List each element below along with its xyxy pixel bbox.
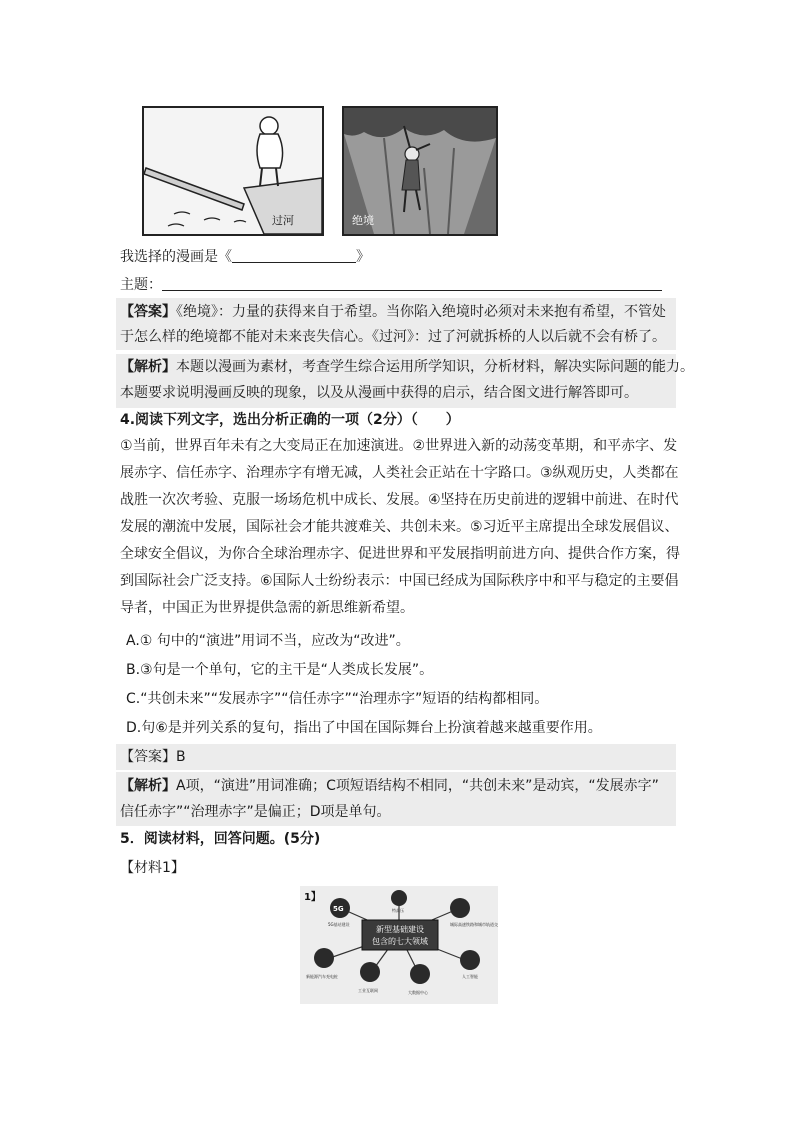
q4-analysis-line-2: 信任赤字”“治理赤字”是偏正；D项是单句。 bbox=[120, 804, 391, 820]
cartoon-right-caption: 绝境 bbox=[352, 214, 374, 227]
node-label: 新能源汽车充电桩 bbox=[306, 974, 338, 979]
q3-answer-tag: 【答案】 bbox=[120, 304, 176, 320]
q3-analysis-text-1: 本题以漫画为素材，考查学生综合运用所学知识，分析材料，解决实际问题的能力。 bbox=[176, 359, 694, 375]
node-charging-icon bbox=[314, 948, 334, 968]
q4-option-c[interactable]: C.“共创未来”“发展赤字”“信任赤字”“治理赤字”短语的结构都相同。 bbox=[126, 691, 549, 707]
q4-passage-line: 全球安全倡议，为你合全球治理赤字、促进世界和平发展指明前进方向、提供合作方案，得 bbox=[120, 546, 680, 562]
q4-option-b[interactable]: B.③句是一个单句，它的主干是“人类成长发展”。 bbox=[126, 662, 434, 678]
q5-material-label: 【材料1】 bbox=[120, 860, 185, 876]
q4-analysis-line-1 bbox=[120, 776, 659, 796]
cartoon-pair bbox=[120, 96, 530, 236]
q4-analysis-tag: 【解析】 bbox=[120, 778, 176, 794]
node-label: 人工智能 bbox=[462, 974, 478, 979]
infographic-drawing bbox=[300, 886, 498, 1004]
node-5g-badge: 5G bbox=[333, 905, 344, 913]
q4-passage-line: 战胜一次次考验、克服一场场危机中成长、发展。④坚持在历史前进的逻辑中前进、在时代 bbox=[120, 492, 679, 508]
q3-analysis-line-1 bbox=[120, 357, 694, 377]
cartoon-desperate-situation bbox=[342, 106, 498, 236]
cartoon-crossing-river-drawing bbox=[144, 108, 322, 234]
q3-answer-line-1 bbox=[120, 302, 666, 322]
q4-passage-line: ①当前，世界百年未有之大变局正在加速演进。②世界进入新的动荡变革期，和平赤字、发 bbox=[120, 438, 678, 454]
choice-prefix: 我选择的漫画是《 bbox=[120, 249, 232, 265]
infographic-corner-label: 1】 bbox=[304, 892, 321, 903]
q4-passage-line: 发展的潮流中发展，国际社会才能共渡难关、共创未来。⑤习近平主席提出全球发展倡议、 bbox=[120, 519, 679, 535]
node-label: 工业互联网 bbox=[358, 988, 378, 993]
theme-line bbox=[120, 275, 662, 295]
node-industrial-internet-icon bbox=[360, 962, 380, 982]
cartoon-crossing-river bbox=[142, 106, 324, 236]
theme-blank[interactable] bbox=[162, 276, 662, 291]
node-label: 5G基站建设 bbox=[328, 922, 350, 927]
q3-analysis-line-2: 本题要求说明漫画反映的现象，以及从漫画中获得的启示，结合图文进行解答即可。 bbox=[120, 385, 638, 401]
q3-answer-line-2: 于怎么样的绝境都不能对未来丧失信心。《过河》：过了河就拆桥的人以后就不会有桥了。 bbox=[120, 329, 666, 345]
node-ai-icon bbox=[460, 950, 480, 970]
theme-label: 主题： bbox=[120, 277, 162, 293]
new-infrastructure-infographic bbox=[300, 886, 498, 1004]
infographic-center-line-1: 新型基础建设 bbox=[376, 925, 424, 934]
choice-blank[interactable] bbox=[232, 248, 356, 263]
choice-suffix: 》 bbox=[356, 249, 370, 265]
q4-title: 4.阅读下列文字，选出分析正确的一项（2分）（ ） bbox=[120, 412, 460, 428]
q4-passage-line: 到国际社会广泛支持。⑥国际人士纷纷表示：中国已经成为国际秩序中和平与稳定的主要倡 bbox=[120, 573, 679, 589]
q4-analysis-text-1: A项，“演进”用词准确；C项短语结构不相同，“共创未来”是动宾，“发展赤字” bbox=[176, 778, 659, 794]
q4-answer-block bbox=[116, 744, 676, 770]
q4-option-a[interactable]: A.① 句中的“演进”用词不当，应改为“改进”。 bbox=[126, 633, 410, 649]
q4-passage-line: 导者，中国正为世界提供急需的新思维新希望。 bbox=[120, 600, 414, 616]
node-uhv-icon bbox=[391, 890, 407, 906]
node-label: 特高压 bbox=[392, 908, 404, 913]
q4-option-d[interactable]: D.句⑥是并列关系的复句，指出了中国在国际舞台上扮演着越来越重要作用。 bbox=[126, 720, 602, 736]
infographic-center-line-2: 包含的七大领域 bbox=[372, 937, 428, 946]
cartoon-choice-line bbox=[120, 247, 370, 267]
cartoon-left-caption: 过河 bbox=[272, 214, 294, 227]
node-label: 大数据中心 bbox=[408, 990, 428, 995]
node-railway-icon bbox=[450, 898, 470, 918]
node-data-center-icon bbox=[410, 964, 430, 984]
q4-passage-line: 展赤字、信任赤字、治理赤字有增无减，人类社会正站在十字路口。③纵观历史，人类都在 bbox=[120, 465, 679, 481]
q5-title: 5．阅读材料，回答问题。(5分) bbox=[120, 831, 321, 847]
q4-answer: 【答案】B bbox=[120, 749, 186, 765]
q3-answer-text-1: 《绝境》：力量的获得来自于希望。当你陷入绝境时必须对未来抱有希望，不管处 bbox=[176, 304, 666, 320]
node-label: 城际高速铁路和城市轨道交通 bbox=[450, 922, 498, 927]
q3-analysis-tag: 【解析】 bbox=[120, 359, 176, 375]
